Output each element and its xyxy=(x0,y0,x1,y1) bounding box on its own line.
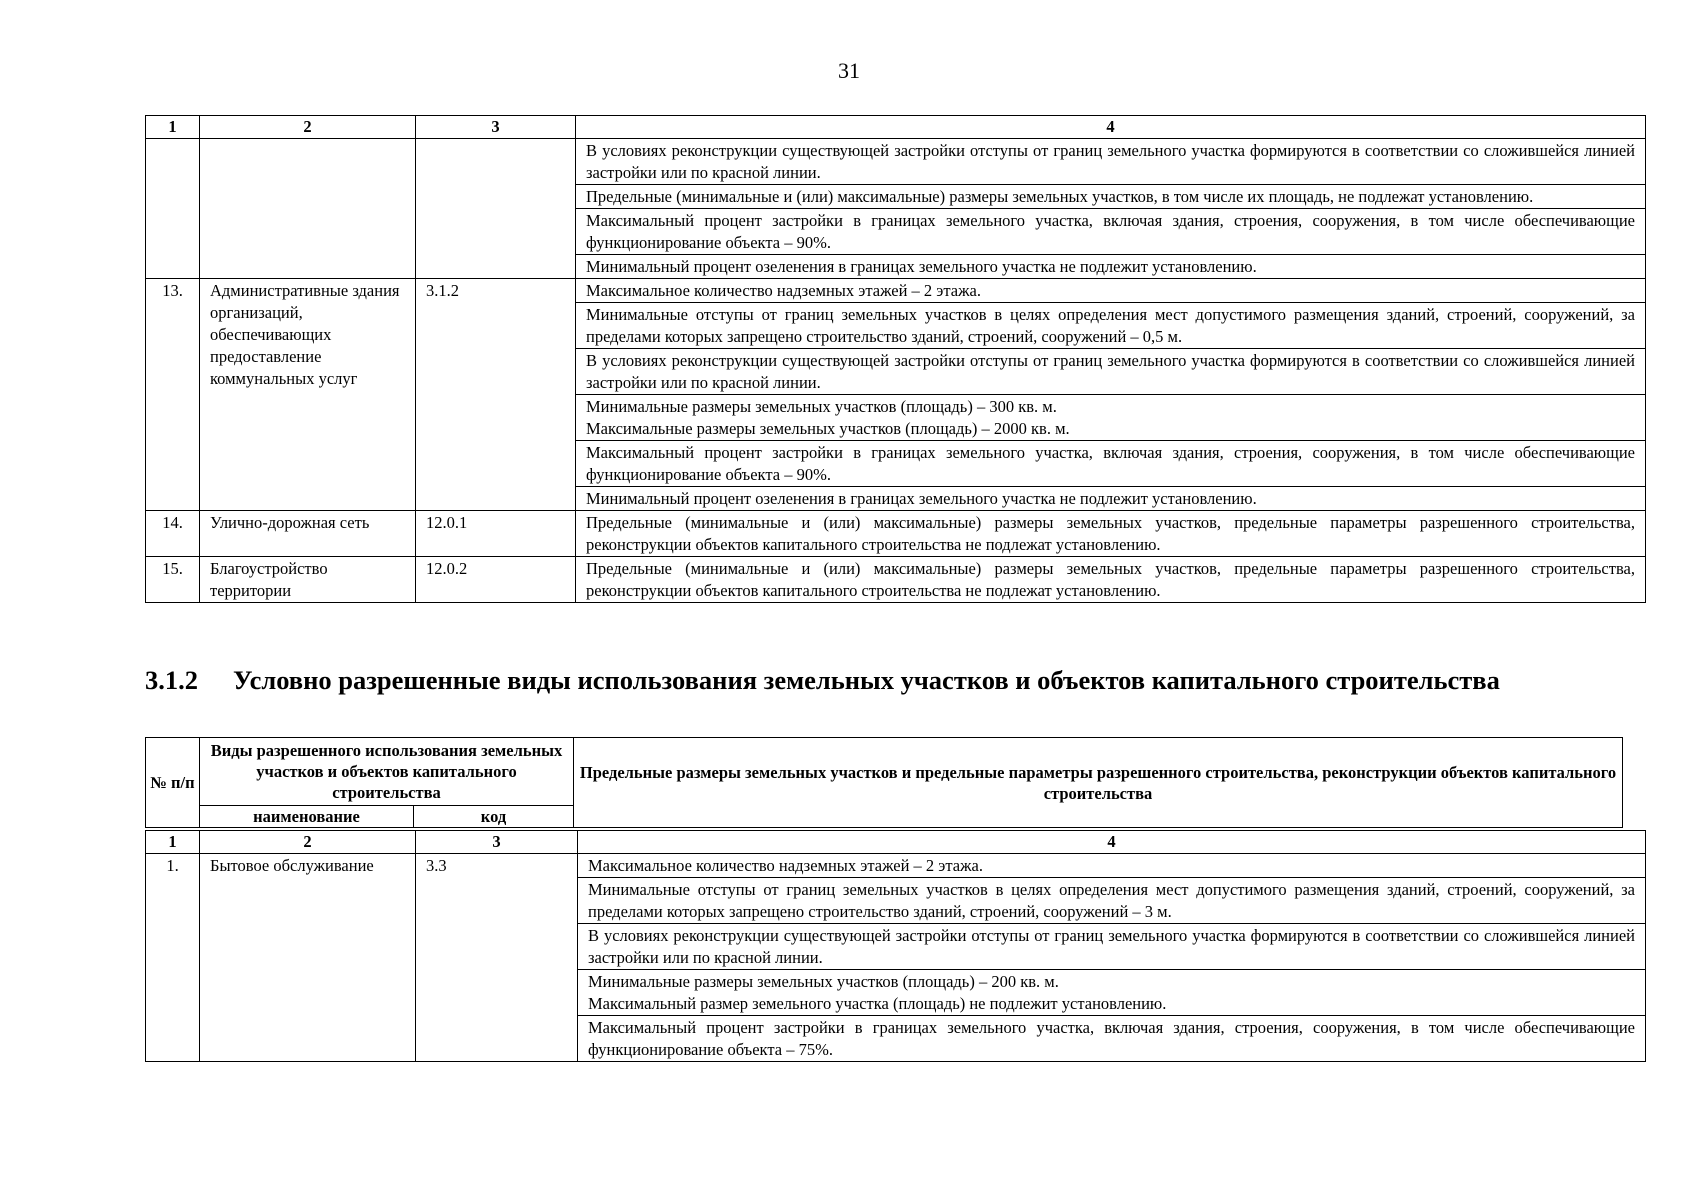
parameter-cell: Максимальный процент застройки в границах земельного участка, включая здания, строения, сооружения, в том числе обеспечивающие функционирование объекта – 75%. xyxy=(578,1016,1646,1062)
column-index: 2 xyxy=(200,831,416,854)
use-name-cell: Административные здания организаций, обеспечивающих предоставление коммунальных услуг xyxy=(200,279,416,511)
header-params: Предельные размеры земельных участков и предельные параметры разрешенного строительства, реконструкции объектов капитального строительства xyxy=(574,738,1623,828)
row-number-cell xyxy=(146,139,200,279)
parameter-cell: Максимальное количество надземных этажей – 2 этажа. xyxy=(576,279,1646,303)
use-code-cell: 3.3 xyxy=(416,854,578,1062)
column-index-row xyxy=(146,116,1646,139)
parameter-line: Минимальные размеры земельных участков (площадь) – 300 кв. м. xyxy=(586,397,1057,416)
column-index: 4 xyxy=(578,831,1646,854)
parameter-cell: Предельные (минимальные и (или) максимальные) размеры земельных участков, предельные параметры разрешенного строительства, реконструкции объектов капитального строительства не подлежат установлению. xyxy=(576,511,1646,557)
table-row xyxy=(146,557,1646,603)
section-heading xyxy=(145,665,1500,696)
page-number: 31 xyxy=(838,58,860,83)
parameter-cell: Максимальный процент застройки в границах земельного участка, включая здания, строения, сооружения, в том числе обеспечивающие функционирование объекта – 90%. xyxy=(576,209,1646,255)
use-code-cell: 12.0.1 xyxy=(416,511,576,557)
parameter-cell: В условиях реконструкции существующей застройки отступы от границ земельного участка формируются в соответствии со сложившейся линией застройки или по красной линии. xyxy=(576,139,1646,185)
parameter-cell: Максимальный процент застройки в границах земельного участка, включая здания, строения, сооружения, в том числе обеспечивающие функционирование объекта – 90%. xyxy=(576,441,1646,487)
section-title: Условно разрешенные виды использования земельных участков и объектов капитального строительства xyxy=(233,665,1500,695)
parameter-line: Максимальный размер земельного участка (площадь) не подлежит установлению. xyxy=(588,994,1167,1013)
parameter-cell: Минимальный процент озеленения в границах земельного участка не подлежит установлению. xyxy=(576,487,1646,511)
column-index: 3 xyxy=(416,116,576,139)
column-index-row xyxy=(146,831,1646,854)
parameter-cell xyxy=(578,970,1646,1016)
section-number: 3.1.2 xyxy=(145,665,198,695)
row-number-cell: 15. xyxy=(146,557,200,603)
parameter-cell: Минимальные отступы от границ земельных участков в целях определения мест допустимого размещения зданий, строений, сооружений, за пределами которых запрещено строительство зданий, строений, сооружений – 3 м. xyxy=(578,878,1646,924)
column-index: 1 xyxy=(146,116,200,139)
use-name-cell: Бытовое обслуживание xyxy=(200,854,416,1062)
table-row xyxy=(146,854,1646,878)
use-name-cell: Улично-дорожная сеть xyxy=(200,511,416,557)
parameter-cell: Предельные (минимальные и (или) максимальные) размеры земельных участков, предельные параметры разрешенного строительства, реконструкции объектов капитального строительства не подлежат установлению. xyxy=(576,557,1646,603)
parameter-line: Максимальные размеры земельных участков (площадь) – 2000 кв. м. xyxy=(586,419,1070,438)
parameter-line: Минимальные размеры земельных участков (площадь) – 200 кв. м. xyxy=(588,972,1059,991)
header-code: код xyxy=(414,806,574,828)
regulations-table-bottom xyxy=(145,830,1646,1062)
table-header xyxy=(145,737,1623,828)
use-code-cell xyxy=(416,139,576,279)
use-name-cell xyxy=(200,139,416,279)
column-index: 4 xyxy=(576,116,1646,139)
parameter-cell: Минимальные отступы от границ земельных участков в целях определения мест допустимого размещения зданий, строений, сооружений, за пределами которых запрещено строительство зданий, строений, сооружений – 0,5 м. xyxy=(576,303,1646,349)
column-index: 1 xyxy=(146,831,200,854)
use-code-cell: 3.1.2 xyxy=(416,279,576,511)
row-number-cell: 1. xyxy=(146,854,200,1062)
table-row xyxy=(146,279,1646,303)
parameter-cell xyxy=(576,395,1646,441)
header-number: № п/п xyxy=(146,738,200,828)
header-kinds: Виды разрешенного использования земельных участков и объектов капитального строительства xyxy=(200,738,574,806)
parameter-cell: Минимальный процент озеленения в границах земельного участка не подлежит установлению. xyxy=(576,255,1646,279)
parameter-cell: В условиях реконструкции существующей застройки отступы от границ земельного участка формируются в соответствии со сложившейся линией застройки или по красной линии. xyxy=(576,349,1646,395)
table-row xyxy=(146,511,1646,557)
use-code-cell: 12.0.2 xyxy=(416,557,576,603)
header-name: наименование xyxy=(200,806,414,828)
column-index: 3 xyxy=(416,831,578,854)
column-index: 2 xyxy=(200,116,416,139)
parameter-cell: В условиях реконструкции существующей застройки отступы от границ земельного участка формируются в соответствии со сложившейся линией застройки или по красной линии. xyxy=(578,924,1646,970)
regulations-table-top xyxy=(145,115,1646,603)
use-name-cell: Благоустройство территории xyxy=(200,557,416,603)
row-number-cell: 13. xyxy=(146,279,200,511)
row-number-cell: 14. xyxy=(146,511,200,557)
parameter-cell: Максимальное количество надземных этажей – 2 этажа. xyxy=(578,854,1646,878)
table-row xyxy=(146,139,1646,185)
parameter-cell: Предельные (минимальные и (или) максимальные) размеры земельных участков, в том числе их площадь, не подлежат установлению. xyxy=(576,185,1646,209)
